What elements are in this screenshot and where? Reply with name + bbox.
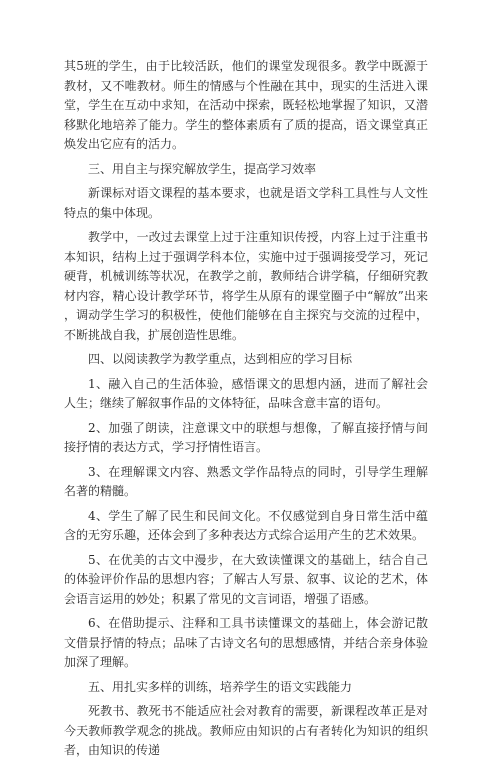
list-item-5: 5、在优美的古文中漫步，在大致读懂课文的基础上，结合自己的体验评价作品的思想内容；了解古人写景、叙事、议论的艺术，体会语言运用的妙处；积累了常见的文言词语，增强了语感。	[64, 552, 428, 606]
paragraph-continuation: 其5班的学生，由于比较活跃，他们的课堂发现很多。教学中既源于教材，又不唯教材。师生的情感与个性融在其中，现实的生活进入课堂，学生在互动中求知，在活动中探索，既轻松地掌握了知识，又潜移默化地培养了能力。学生的整体素质有了质的提高，语文课堂真正焕发出它应有的活力。	[64, 59, 428, 151]
paragraph-truncated: 死教书、教死书不能适应社会对教育的需要，新课程改革正是对今天教师教学观念的挑战。教师应由知识的占有者转化为知识的组织者，由知识的传递	[64, 704, 428, 757]
document-body	[64, 57, 428, 766]
list-item-1: 1、融入自己的生活体验，感悟课文的思想内涵，进而了解社会人生；继续了解叙事作品的文体特征，品味含意丰富的语句。	[64, 376, 428, 410]
list-item-3: 3、在理解课文内容、熟悉文学作品特点的同时，引导学生理解名著的精髓。	[64, 464, 428, 498]
section-heading-three: 三、用自主与探究解放学生，提高学习效率	[88, 161, 317, 176]
section-heading-five: 五、用扎实多样的训练，培养学生的语文实践能力	[88, 679, 353, 694]
paragraph: 教学中，一改过去课堂上过于注重知识传授，内容上过于注重书本知识，结构上过于强调学科本位，实施中过于强调接受学习，死记硬背，机械训练等状况，在教学之前，教师结合讲学稿，仔细研究教材内容，精心设计教学环节，将学生从原有的课堂圈子中“解放”出来，调动学生学习的积极性，使他们能够在自主探究与交流的过程中，不断挑战自我，扩展创造性思维。	[64, 230, 428, 342]
paragraph: 新课标对语文课程的基本要求，也就是语文学科工具性与人文性特点的集中体现。	[64, 186, 428, 220]
list-item-2: 2、加强了朗读，注意课文中的联想与想像，了解直接抒情与间接抒情的表达方式，学习抒情性语言。	[64, 420, 428, 454]
list-item-4: 4、学生了解了民生和民间文化。不仅感觉到自身日常生活中蕴含的无穷乐趣，还体会到了多种表达方式综合运用产生的艺术效果。	[64, 508, 428, 542]
section-heading-four: 四、以阅读教学为教学重点，达到相应的学习目标	[88, 352, 353, 366]
list-item-6: 6、在借助提示、注释和工具书读懂课文的基础上，体会游记散文借景抒情的特点；品味了古诗文名句的思想感情，并结合亲身体验加深了理解。	[64, 616, 428, 669]
